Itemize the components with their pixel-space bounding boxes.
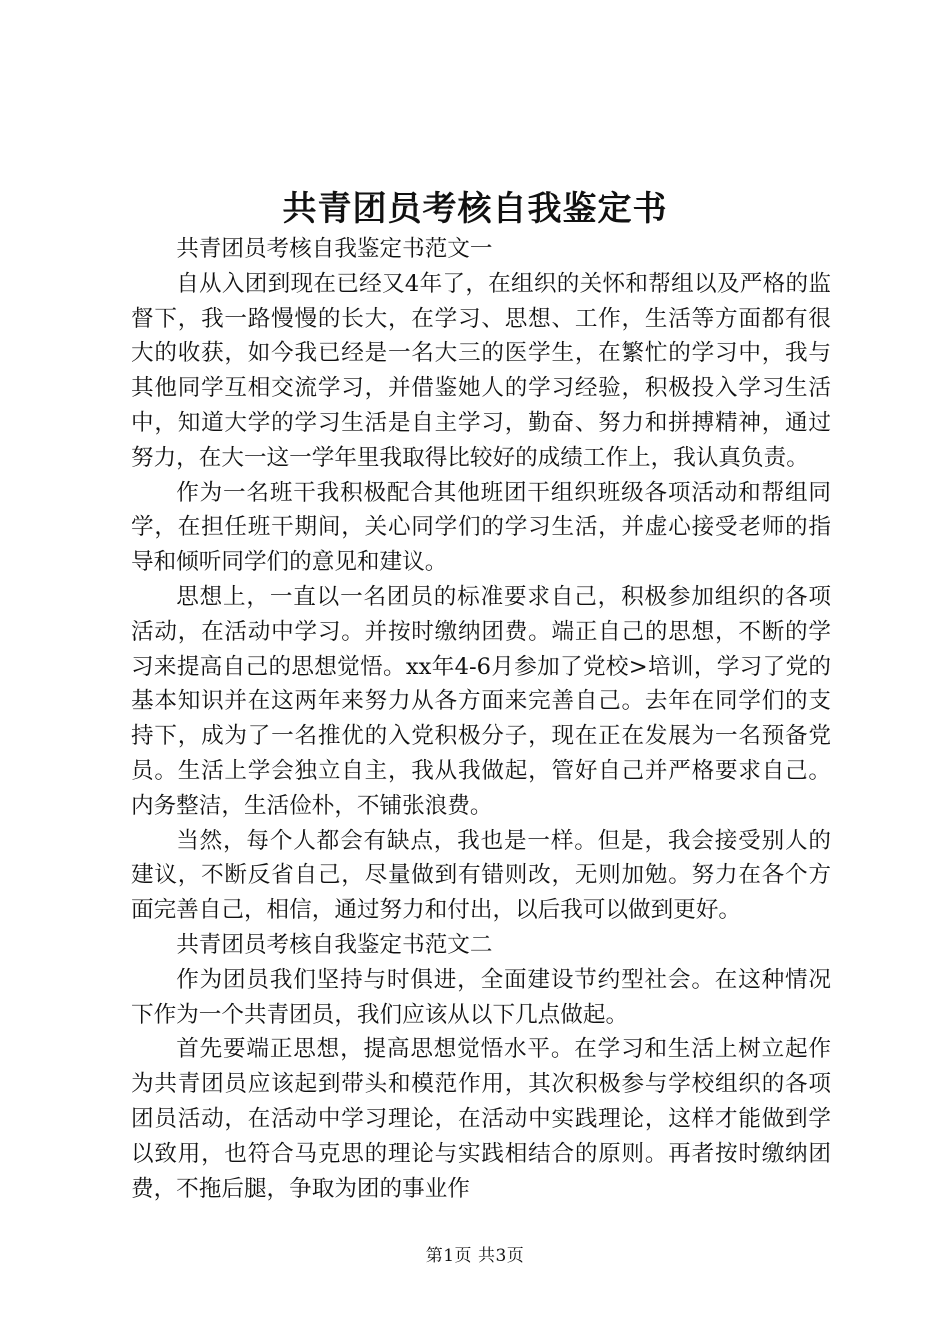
paragraph: 自从入团到现在已经又4年了，在组织的关怀和帮组以及严格的监督下，我一路慢慢的长大，在学习、思想、工作，生活等方面都有很大的收获，如今我已经是一名大三的医学生，在繁忙的学习中，我与其他同学互相交流学习，并借鉴她人的学习经验，积极投入学习生活中，知道大学的学习生活是自主学习，勤奋、努力和拼搏精神，通过努力，在大一这一学年里我取得比较好的成绩工作上，我认真负责。 bbox=[131, 270, 831, 471]
paragraph: 首先要端正思想，提高思想觉悟水平。在学习和生活上树立起作为共青团员应该起到带头和模范作用，其次积极参与学校组织的各项团员活动，在活动中学习理论，在活动中实践理论，这样才能做到学以致用，也符合马克思的理论与实践相结合的原则。再者按时缴纳团费，不拖后腿，争取为团的事业作 bbox=[131, 1036, 831, 1202]
paragraph: 当然，每个人都会有缺点，我也是一样。但是，我会接受别人的建议，不断反省自己，尽量做到有错则改，无则加勉。努力在各个方面完善自己，相信，通过努力和付出，以后我可以做到更好。 bbox=[131, 827, 831, 924]
section-heading-2: 共青团员考核自我鉴定书范文二 bbox=[176, 931, 493, 958]
paragraph: 作为团员我们坚持与时俱进，全面建设节约型社会。在这种情况下作为一个共青团员，我们应该从以下几点做起。 bbox=[131, 966, 831, 1028]
document-title: 共青团员考核自我鉴定书 bbox=[282, 189, 668, 229]
paragraph: 思想上，一直以一名团员的标准要求自己，积极参加组织的各项活动，在活动中学习。并按时缴纳团费。端正自己的思想，不断的学习来提高自己的思想觉悟。xx年4-6月参加了党校>培训，学习了党的基本知识并在这两年来努力从各方面来完善自己。去年在同学们的支持下，成为了一名推优的入党积极分子，现在正在发展为一名预备党员。生活上学会独立自主，我从我做起，管好自己并严格要求自己。内务整洁，生活俭朴，不铺张浪费。 bbox=[131, 583, 831, 819]
page-number-footer: 第1页 共3页 bbox=[425, 1246, 525, 1266]
document-body bbox=[131, 232, 831, 1206]
section-heading-1: 共青团员考核自我鉴定书范文一 bbox=[176, 236, 493, 262]
paragraph: 作为一名班干我积极配合其他班团干组织班级各项活动和帮组同学，在担任班干期间，关心同学们的学习生活，并虚心接受老师的指导和倾听同学们的意见和建议。 bbox=[131, 479, 831, 576]
